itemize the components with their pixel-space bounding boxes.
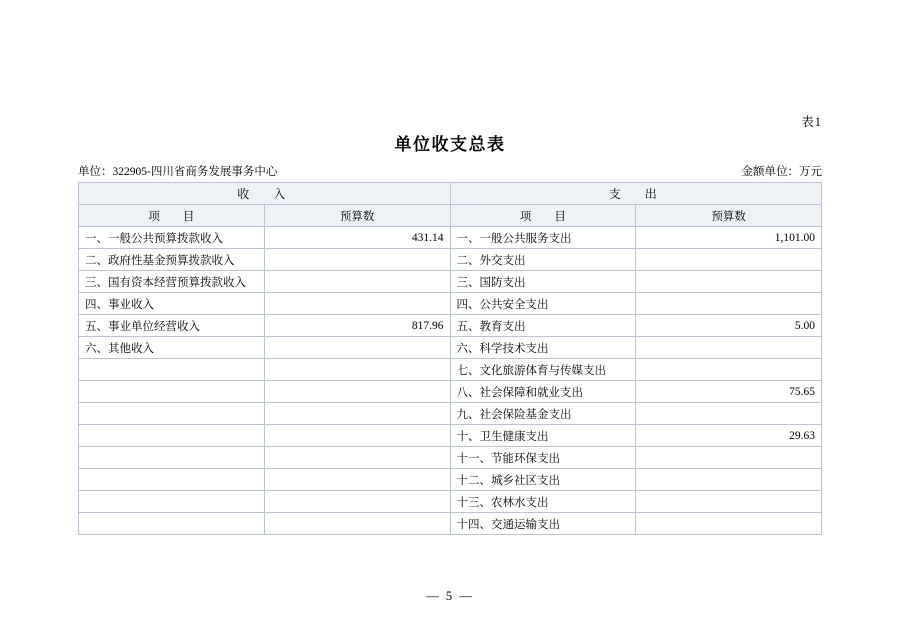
expense-item: 三、国防支出 bbox=[450, 271, 636, 293]
expense-value bbox=[636, 293, 822, 315]
expense-item: 十三、农林水支出 bbox=[450, 491, 636, 513]
expense-value bbox=[636, 403, 822, 425]
expense-value bbox=[636, 513, 822, 535]
expense-item: 十、卫生健康支出 bbox=[450, 425, 636, 447]
expense-value bbox=[636, 469, 822, 491]
expense-item: 十四、交通运输支出 bbox=[450, 513, 636, 535]
table-row bbox=[79, 337, 822, 359]
table-body bbox=[79, 227, 822, 535]
header-expense-item: 项 目 bbox=[450, 205, 636, 227]
table-row bbox=[79, 381, 822, 403]
page-title: 单位收支总表 bbox=[394, 135, 506, 154]
expense-value: 5.00 bbox=[636, 315, 822, 337]
expense-value bbox=[636, 337, 822, 359]
income-value bbox=[264, 381, 450, 403]
expense-item: 五、教育支出 bbox=[450, 315, 636, 337]
expense-value bbox=[636, 271, 822, 293]
unit-name: 单位：322905-四川省商务发展事务中心 bbox=[78, 166, 278, 178]
table-head bbox=[79, 183, 822, 227]
income-value bbox=[264, 359, 450, 381]
income-value bbox=[264, 469, 450, 491]
table-row bbox=[79, 315, 822, 337]
table-row bbox=[79, 227, 822, 249]
income-item bbox=[79, 403, 265, 425]
expense-item: 七、文化旅游体育与传媒支出 bbox=[450, 359, 636, 381]
income-item: 四、事业收入 bbox=[79, 293, 265, 315]
income-value: 431.14 bbox=[264, 227, 450, 249]
table-row bbox=[79, 271, 822, 293]
expense-value bbox=[636, 249, 822, 271]
income-value bbox=[264, 513, 450, 535]
expense-item: 九、社会保险基金支出 bbox=[450, 403, 636, 425]
header-income-value: 预算数 bbox=[264, 205, 450, 227]
income-item: 三、国有资本经营预算拨款收入 bbox=[79, 271, 265, 293]
expense-value: 29.63 bbox=[636, 425, 822, 447]
header-income-item: 项 目 bbox=[79, 205, 265, 227]
expense-value bbox=[636, 359, 822, 381]
income-value bbox=[264, 403, 450, 425]
income-item bbox=[79, 381, 265, 403]
income-item bbox=[79, 491, 265, 513]
income-value bbox=[264, 249, 450, 271]
income-value bbox=[264, 491, 450, 513]
table-label: 表1 bbox=[801, 115, 822, 129]
table-row bbox=[79, 249, 822, 271]
budget-table bbox=[78, 182, 822, 535]
expense-value bbox=[636, 491, 822, 513]
table-row bbox=[79, 425, 822, 447]
income-item: 六、其他收入 bbox=[79, 337, 265, 359]
table-row bbox=[79, 513, 822, 535]
expense-item: 四、公共安全支出 bbox=[450, 293, 636, 315]
table-row bbox=[79, 403, 822, 425]
page-footer: — 5 — bbox=[426, 589, 474, 603]
amount-unit: 金额单位：万元 bbox=[741, 166, 822, 178]
table-row bbox=[79, 359, 822, 381]
table-row bbox=[79, 469, 822, 491]
income-item: 二、政府性基金预算拨款收入 bbox=[79, 249, 265, 271]
income-value bbox=[264, 425, 450, 447]
expense-item: 十一、节能环保支出 bbox=[450, 447, 636, 469]
meta-row bbox=[78, 163, 822, 179]
income-item bbox=[79, 469, 265, 491]
income-item: 五、事业单位经营收入 bbox=[79, 315, 265, 337]
group-header-row bbox=[79, 183, 822, 205]
income-item bbox=[79, 425, 265, 447]
expense-value: 1,101.00 bbox=[636, 227, 822, 249]
expense-item: 六、科学技术支出 bbox=[450, 337, 636, 359]
expense-item: 十二、城乡社区支出 bbox=[450, 469, 636, 491]
expense-item: 一、一般公共服务支出 bbox=[450, 227, 636, 249]
table-row bbox=[79, 447, 822, 469]
income-item bbox=[79, 447, 265, 469]
expense-value: 75.65 bbox=[636, 381, 822, 403]
income-item bbox=[79, 359, 265, 381]
income-value bbox=[264, 337, 450, 359]
expense-group-header: 支 出 bbox=[450, 183, 822, 205]
expense-item: 二、外交支出 bbox=[450, 249, 636, 271]
expense-value bbox=[636, 447, 822, 469]
table-row bbox=[79, 293, 822, 315]
table-row bbox=[79, 491, 822, 513]
income-group-header: 收 入 bbox=[79, 183, 451, 205]
income-item bbox=[79, 513, 265, 535]
income-value bbox=[264, 271, 450, 293]
income-value bbox=[264, 447, 450, 469]
expense-item: 八、社会保障和就业支出 bbox=[450, 381, 636, 403]
column-header-row bbox=[79, 205, 822, 227]
income-item: 一、一般公共预算拨款收入 bbox=[79, 227, 265, 249]
income-value bbox=[264, 293, 450, 315]
income-value: 817.96 bbox=[264, 315, 450, 337]
header-expense-value: 预算数 bbox=[636, 205, 822, 227]
